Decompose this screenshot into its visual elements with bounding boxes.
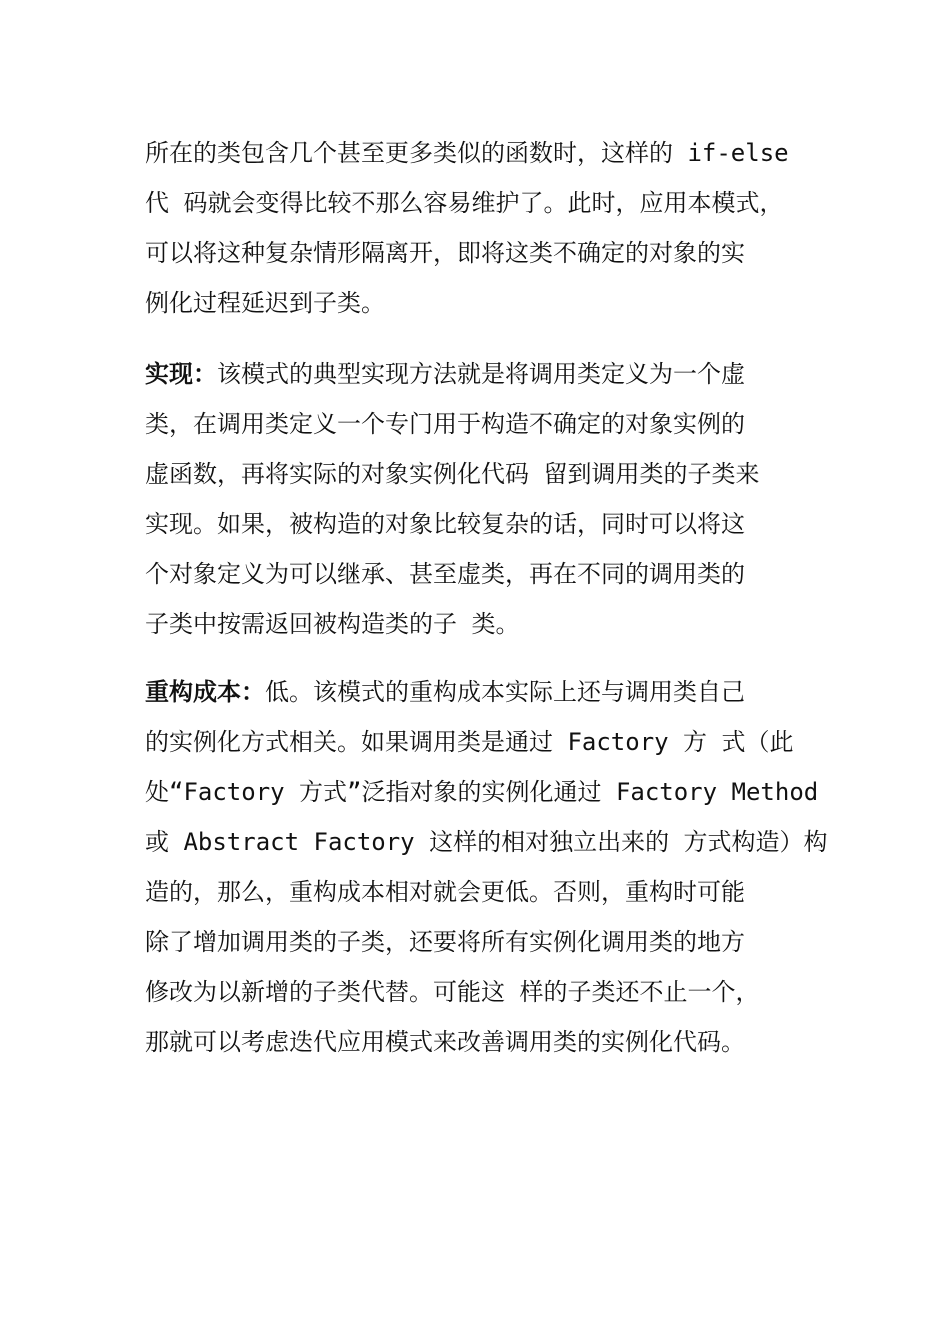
paragraph-context bbox=[145, 128, 825, 328]
paragraph-line: 例化过程延迟到子类。 bbox=[145, 289, 385, 317]
paragraph-line: 除了增加调用类的子类，还要将所有实例化调用类的地方 bbox=[145, 928, 745, 956]
refactoring-cost-label: 重构成本： bbox=[145, 678, 265, 706]
paragraph-line: 可以将这种复杂情形隔离开，即将这类不确定的对象的实 bbox=[145, 239, 745, 267]
paragraph-line bbox=[145, 667, 825, 717]
paragraph-implementation bbox=[145, 349, 825, 649]
paragraph-line: 实现。如果，被构造的对象比较复杂的话，同时可以将这 bbox=[145, 510, 745, 538]
paragraph-line: 或 Abstract Factory 这样的相对独立出来的 方式构造）构 bbox=[145, 828, 828, 856]
paragraph-refactoring-cost bbox=[145, 667, 828, 1067]
paragraph-line: 处“Factory 方式”泛指对象的实例化通过 Factory Method bbox=[145, 778, 819, 806]
paragraph-line-text: 该模式的典型实现方法就是将调用类定义为一个虚 bbox=[217, 360, 745, 388]
implementation-label: 实现： bbox=[145, 360, 217, 388]
paragraph-line: 虚函数，再将实际的对象实例化代码 留到调用类的子类来 bbox=[145, 460, 760, 488]
paragraph-line: 个对象定义为可以继承、甚至虚类，再在不同的调用类的 bbox=[145, 560, 745, 588]
paragraph-line: 子类中按需返回被构造类的子 类。 bbox=[145, 610, 520, 638]
paragraph-line: 那就可以考虑迭代应用模式来改善调用类的实例化代码。 bbox=[145, 1028, 745, 1056]
paragraph-line-text: 低。该模式的重构成本实际上还与调用类自己 bbox=[265, 678, 745, 706]
paragraph-line: 类，在调用类定义一个专门用于构造不确定的对象实例的 bbox=[145, 410, 745, 438]
paragraph-line: 造的，那么，重构成本相对就会更低。否则，重构时可能 bbox=[145, 878, 745, 906]
paragraph-line: 修改为以新增的子类代替。可能这 样的子类还不止一个， bbox=[145, 978, 760, 1006]
paragraph-line: 的实例化方式相关。如果调用类是通过 Factory 方 式（此 bbox=[145, 728, 794, 756]
paragraph-line bbox=[145, 349, 825, 399]
paragraph-line: 代 码就会变得比较不那么容易维护了。此时，应用本模式， bbox=[145, 189, 784, 217]
paragraph-line: 所在的类包含几个甚至更多类似的函数时，这样的 if-else bbox=[145, 139, 789, 167]
